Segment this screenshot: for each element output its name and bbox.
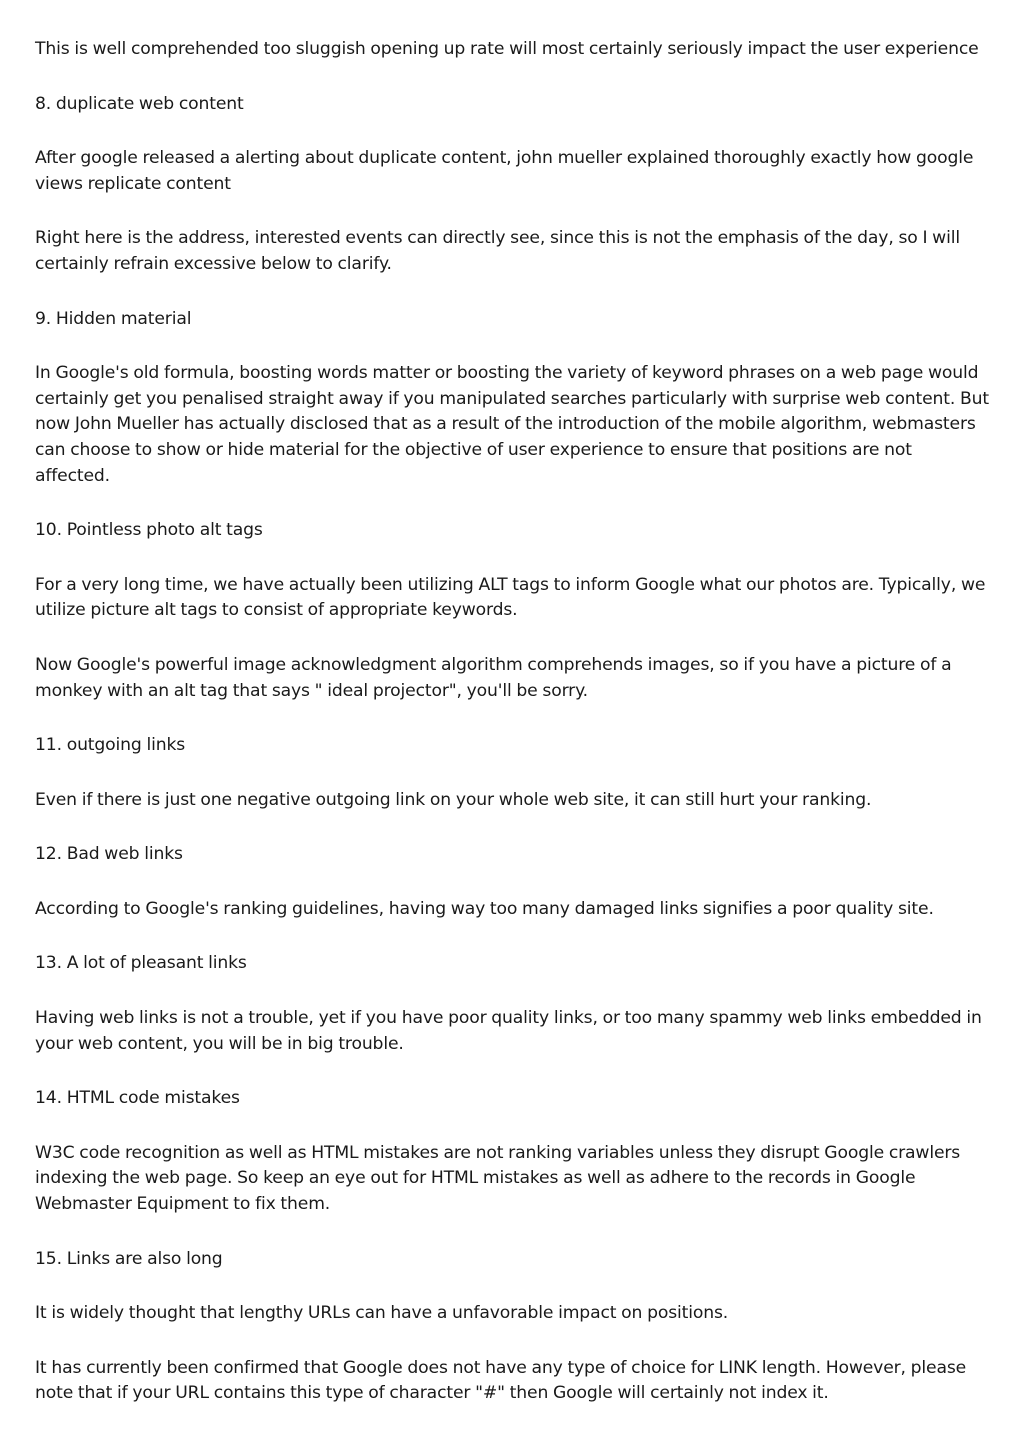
- paragraph-long-urls: It is widely thought that lengthy URLs can have a unfavorable impact on positions.: [35, 1303, 729, 1324]
- heading-10-alt-tags: 10. Pointless photo alt tags: [35, 520, 263, 541]
- heading-15-long-links: 15. Links are also long: [35, 1248, 223, 1269]
- paragraph-pleasant-links: Having web links is not a trouble, yet if you have poor quality links, or too many spammy web links embedded in your web content, you will be in big trouble.: [35, 1008, 982, 1054]
- paragraph-outgoing-links: Even if there is just one negative outgoing link on your whole web site, it can still hurt your ranking.: [35, 789, 872, 810]
- paragraph-url-length: It has currently been confirmed that Google does not have any type of choice for LINK length. However, please note that if your URL contains this type of character "#" then Google will certainly not index it.: [35, 1357, 967, 1404]
- paragraph-image-recognition: Now Google's powerful image acknowledgment algorithm comprehends images, so if you have a picture of a monkey with an alt tag that says " ideal projector", you'll be sorry.: [35, 654, 952, 701]
- heading-9-hidden-material: 9. Hidden material: [35, 308, 192, 329]
- heading-13-pleasant-links: 13. A lot of pleasant links: [35, 953, 247, 974]
- paragraph-alt-tags: For a very long time, we have actually been utilizing ALT tags to inform Google what our photos are. Typically, we utilize picture alt tags to consist of appropriate keywords.: [35, 574, 986, 621]
- paragraph-duplicate-content: After google released a alerting about duplicate content, john mueller explained thoroughly exactly how google views replicate content: [35, 148, 974, 194]
- heading-11-outgoing-links: 11. outgoing links: [35, 735, 186, 756]
- document-body: [35, 37, 990, 1436]
- paragraph-address: Right here is the address, interested events can directly see, since this is not the emphasis of the day, so I will certainly refrain excessive below to clarify.: [35, 228, 960, 274]
- paragraph-hidden-material: In Google's old formula, boosting words matter or boosting the variety of keyword phrases on a web page would certainly get you penalised straight away if you manipulated searches particularly with surprise web content. But now John Mueller has actually disclosed that as a result of the introduction of the mobile algorithm, webmasters can choose to show or hide material for the objective of user experience to ensure that positions are not affected.: [35, 363, 989, 486]
- paragraph-html-mistakes: W3C code recognition as well as HTML mistakes are not ranking variables unless they disrupt Google crawlers indexing the web page. So keep an eye out for HTML mistakes as well as adhere to the records in Google Webmaster Equipment to fix them.: [35, 1142, 961, 1215]
- heading-12-bad-links: 12. Bad web links: [35, 844, 183, 865]
- heading-14-html-mistakes: 14. HTML code mistakes: [35, 1088, 240, 1109]
- paragraph-intro: This is well comprehended too sluggish opening up rate will most certainly seriously impact the user experience: [35, 39, 979, 59]
- paragraph-bad-links: According to Google's ranking guidelines, having way too many damaged links signifies a poor quality site.: [35, 898, 934, 919]
- heading-8-duplicate-content: 8. duplicate web content: [35, 93, 244, 114]
